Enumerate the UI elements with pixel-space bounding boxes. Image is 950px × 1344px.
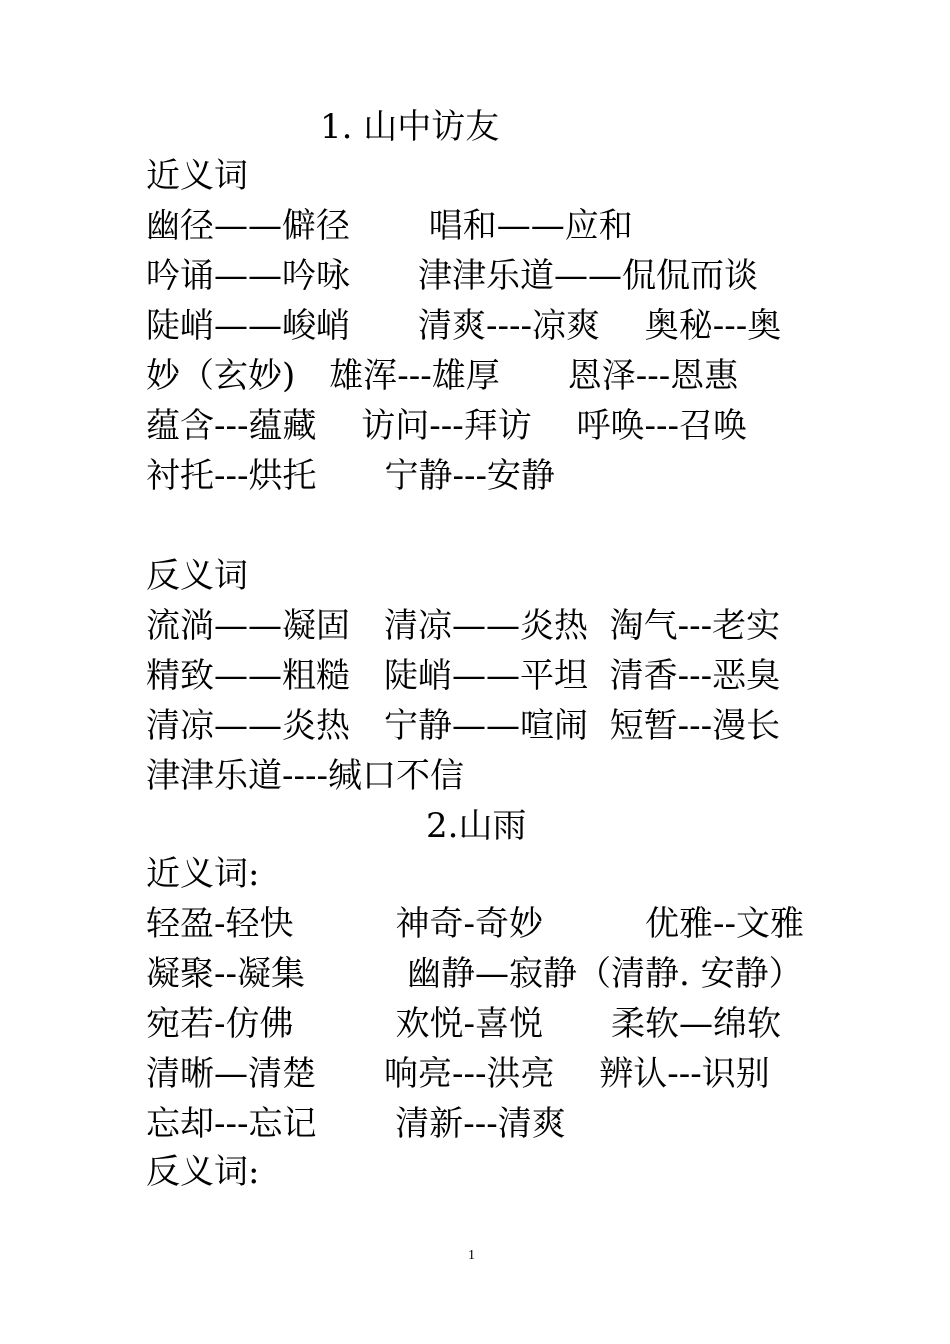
synonym-line: 蕴含---蕴藏 访问---拜访 呼唤---召唤 [146, 406, 748, 446]
synonym-line: 妙（玄妙) 雄浑---雄厚 恩泽---恩惠 [146, 356, 739, 396]
lesson-2-title: 2.山雨 [426, 806, 527, 846]
antonym-line: 津津乐道----缄口不信 [146, 756, 464, 796]
lesson-2-synonyms-heading: 近义词: [146, 854, 260, 894]
synonym-line: 忘却---忘记 清新---清爽 [146, 1104, 566, 1144]
lesson-1-antonyms-heading: 反义词 [146, 556, 248, 596]
lesson-2-antonyms-heading: 反义词: [146, 1152, 260, 1192]
antonym-line: 精致——粗糙 陡峭——平坦 清香---恶臭 [146, 656, 781, 696]
synonym-line: 清晰—清楚 响亮---洪亮 辨认---识别 [146, 1054, 770, 1094]
antonym-line: 清凉——炎热 宁静——喧闹 短暂---漫长 [146, 706, 781, 746]
synonym-line: 轻盈-轻快 神奇-奇妙 优雅--文雅 [146, 904, 804, 944]
page-number: 1 [468, 1248, 475, 1263]
synonym-line: 宛若-仿佛 欢悦-喜悦 柔软—绵软 [146, 1004, 781, 1044]
synonym-line: 陡峭——峻峭 清爽----凉爽 奥秘---奥 [146, 306, 782, 346]
lesson-1-synonyms-heading: 近义词 [146, 156, 248, 196]
synonym-line: 凝聚--凝集 幽静—寂静（清静. 安静） [146, 954, 803, 994]
antonym-line: 流淌——凝固 清凉——炎热 淘气---老实 [146, 606, 781, 646]
lesson-1-title: 1. 山中访友 [320, 107, 500, 147]
synonym-line: 吟诵——吟咏 津津乐道——侃侃而谈 [146, 256, 758, 296]
synonym-line: 幽径——僻径 唱和——应和 [146, 206, 633, 246]
synonym-line: 衬托---烘托 宁静---安静 [146, 456, 555, 496]
